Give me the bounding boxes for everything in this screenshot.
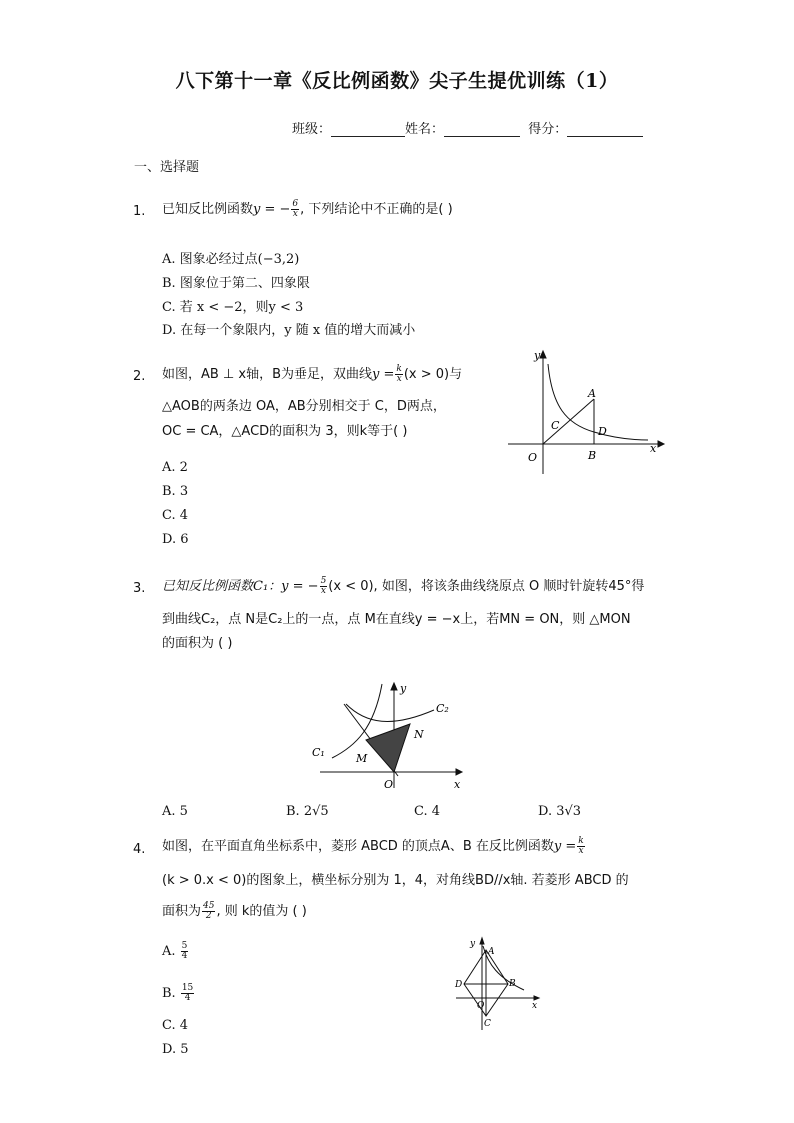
q3-option-c[interactable]: C. 4 (414, 804, 441, 819)
q4-equation: y = (553, 839, 577, 854)
question-2-line-1 (162, 364, 462, 386)
q3-label-n: N (414, 728, 424, 741)
q3-option-a[interactable]: A. 5 (162, 804, 188, 819)
question-1-stem (162, 199, 453, 221)
q4-frac-den: x (578, 846, 584, 856)
section-heading: 一、选择题 (134, 160, 200, 175)
q2-equation: y = (372, 367, 395, 382)
q4-area-num: 45 (203, 901, 215, 911)
q2-option-d[interactable]: D. 6 (162, 532, 189, 547)
question-3-line-1 (162, 576, 644, 598)
q4-area-den: 2 (205, 911, 212, 921)
q4-x-arrow-icon (534, 996, 539, 1000)
q2-option-b[interactable]: B. 3 (162, 484, 189, 499)
q3-label-y: y (400, 682, 407, 695)
q2-x-arrow-icon (658, 441, 664, 447)
question-2-number: 2. (133, 369, 146, 384)
q3-option-b[interactable]: B. 2√5 (286, 804, 329, 819)
score-label: 得分： (528, 122, 568, 137)
q1-text: 已知反比例函数 (162, 202, 254, 217)
q3-y-arrow-icon (391, 683, 397, 690)
q2-label-d: D (598, 425, 607, 438)
q4-option-b-label: B. (162, 986, 176, 1001)
q2-option-a[interactable]: A. 2 (162, 460, 188, 475)
q1-equation: y = − (253, 202, 291, 217)
q2-text-1: 如图，AB ⊥ x轴，B为垂足，双曲线 (162, 367, 373, 382)
name-blank[interactable] (444, 122, 520, 137)
q3-triangle-mon (366, 724, 410, 772)
q2-frac-num: k (396, 364, 402, 374)
q1-fraction (291, 200, 299, 219)
question-4-line-3 (162, 901, 307, 923)
name-label: 姓名： (405, 122, 445, 137)
question-4-line-1 (162, 836, 586, 858)
q4-label-d: D (455, 980, 463, 990)
class-label: 班级： (292, 122, 332, 137)
q1-option-b[interactable]: B. 图象位于第二、四象限 (162, 276, 310, 291)
question-3-line-3: 的面积为 ( ) (162, 636, 233, 651)
q4-option-a-num: 5 (181, 941, 188, 951)
q2-option-c[interactable]: C. 4 (162, 508, 189, 523)
q4-option-a-den: 4 (181, 951, 188, 961)
question-2-line-3: OC = CA，△ACD的面积为 3，则k等于( ) (162, 424, 408, 439)
q4-text-3: 面积为 (162, 904, 202, 919)
q3-label-o: O (384, 778, 394, 791)
q4-text-3-tail: , 则 k的值为 ( ) (216, 904, 307, 919)
q1-option-d[interactable]: D. 在每一个象限内，y 随 x 值的增大而减小 (162, 323, 416, 338)
question-4-line-2: (k > 0.x < 0)的图象上，横坐标分别为 1，4，对角线BD//x轴. 若菱形 ABCD 的 (162, 873, 629, 888)
q4-figure (448, 934, 548, 1034)
q4-frac-num: k (578, 836, 584, 846)
q2-fraction (395, 365, 402, 384)
q3-figure (310, 676, 470, 796)
q2-label-c: C (551, 419, 560, 432)
question-2-line-2: △AOB的两条边 OA，AB分别相交于 C，D两点， (162, 399, 446, 414)
q4-label-y: y (470, 939, 476, 949)
q3-label-m: M (356, 752, 368, 765)
q4-label-o: O (477, 1001, 485, 1011)
q2-label-x: x (650, 442, 657, 455)
q1-option-a[interactable]: A. 图象必经过点(−3,2) (162, 252, 300, 267)
q4-label-a: A (488, 947, 495, 957)
q1-option-c[interactable]: C. 若 x < −2，则y < 3 (162, 300, 304, 315)
q4-fraction (577, 837, 584, 856)
q3-frac-num: 5 (320, 576, 327, 586)
q1-text-tail: , 下列结论中不正确的是( ) (300, 202, 453, 217)
class-blank[interactable] (331, 122, 405, 137)
q4-option-a[interactable] (162, 942, 189, 961)
student-info-line (292, 118, 643, 137)
q4-option-b[interactable] (162, 984, 195, 1003)
q2-label-a: A (588, 387, 596, 400)
question-4-number: 4. (133, 842, 146, 857)
q3-frac-den: x (320, 586, 326, 596)
question-3-number: 3. (133, 581, 146, 596)
q4-option-b-den: 4 (184, 993, 191, 1003)
q1-frac-num: 6 (292, 199, 299, 209)
question-1-number: 1. (133, 204, 146, 219)
q4-option-a-fraction (181, 942, 189, 961)
q2-label-b: B (588, 449, 597, 462)
q4-option-a-label: A. (162, 944, 176, 959)
q3-label-c1: C₁ (312, 746, 325, 759)
q1-frac-den: x (292, 209, 298, 219)
q4-text-1: 如图，在平面直角坐标系中，菱形 ABCD 的顶点A、B 在反比例函数 (162, 839, 554, 854)
question-3-line-2: 到曲线C₂，点 N是C₂上的一点，点 M在直线y = −x上，若MN = ON，则 △MON (162, 612, 631, 627)
q4-option-d[interactable]: D. 5 (162, 1042, 189, 1057)
q4-option-c[interactable]: C. 4 (162, 1018, 189, 1033)
q2-label-o: O (528, 451, 538, 464)
q4-y-arrow-icon (480, 938, 484, 944)
q4-label-b: B (509, 979, 516, 989)
q3-text-1-tail: (x < 0), 如图，将该条曲线绕原点 O 顺时针旋转45°得 (328, 579, 645, 594)
q3-text-1: 已知反比例函数C₁：y = − (162, 579, 319, 594)
page-title: 八下第十一章《反比例函数》尖子生提优训练（1） (175, 70, 619, 92)
q3-option-d[interactable]: D. 3√3 (538, 804, 582, 819)
q2-frac-den: x (396, 374, 402, 384)
q2-y-arrow-icon (540, 351, 546, 358)
q2-label-y: y (534, 349, 541, 362)
q3-curve-c2 (346, 704, 434, 721)
q3-fraction (320, 577, 328, 596)
q4-area-fraction (202, 902, 215, 921)
q4-option-b-num: 15 (181, 983, 194, 993)
q3-x-arrow-icon (456, 769, 462, 775)
q4-option-b-fraction (181, 984, 194, 1003)
q4-label-x: x (532, 1001, 538, 1011)
q3-label-x: x (454, 778, 461, 791)
q3-label-c2: C₂ (436, 702, 449, 715)
score-blank[interactable] (567, 122, 643, 137)
q2-figure (508, 346, 668, 478)
q2-text-1-tail: (x > 0)与 (403, 367, 463, 382)
q4-label-c: C (484, 1019, 491, 1029)
